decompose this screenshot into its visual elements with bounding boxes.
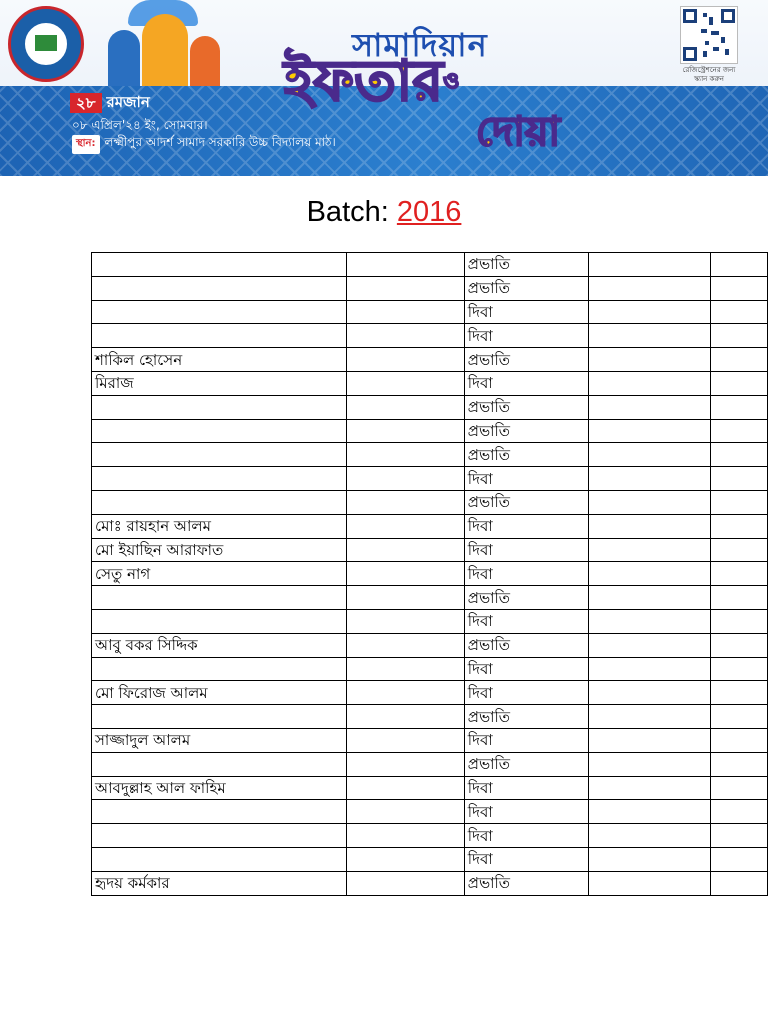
blank-cell [710, 348, 767, 372]
batch-roster-table [91, 252, 768, 896]
shift-cell: দিবা [464, 609, 588, 633]
shift-cell: দিবা [464, 324, 588, 348]
blank-cell [710, 728, 767, 752]
shift-cell: প্রভাতি [464, 348, 588, 372]
blank-cell [710, 253, 767, 277]
name-cell [92, 657, 347, 681]
event-date: ০৮ এপ্রিল'২৪ ইং, সোমবার। [72, 118, 208, 132]
shift-cell: দিবা [464, 847, 588, 871]
name-cell [92, 419, 347, 443]
table-row [92, 871, 768, 895]
blank-cell [710, 824, 767, 848]
name-cell: শাকিল হোসেন [92, 348, 347, 372]
table-row [92, 633, 768, 657]
registration-qr[interactable] [662, 6, 756, 86]
name-cell: আবদুল্লাহ আল ফাহিম [92, 776, 347, 800]
blank-cell [710, 752, 767, 776]
blank-cell [710, 871, 767, 895]
blank-cell [346, 728, 464, 752]
blank-cell [588, 681, 710, 705]
name-cell [92, 443, 347, 467]
table-row [92, 847, 768, 871]
banner-title-iftar [284, 49, 460, 114]
shift-cell: দিবা [464, 657, 588, 681]
qr-label-line2: স্ক্যান করুন [694, 75, 724, 83]
blank-cell [710, 609, 767, 633]
banner-title-doa: দোয়া [476, 109, 561, 155]
table-row [92, 562, 768, 586]
blank-cell [710, 371, 767, 395]
blank-cell [588, 657, 710, 681]
qr-label-line1: রেজিস্ট্রেশনের জন্য [682, 66, 736, 74]
event-banner [0, 0, 768, 176]
table-row [92, 324, 768, 348]
blank-cell [346, 300, 464, 324]
blank-cell [588, 609, 710, 633]
name-cell [92, 586, 347, 610]
blank-cell [346, 253, 464, 277]
blank-cell [346, 562, 464, 586]
name-cell [92, 847, 347, 871]
blank-cell [588, 300, 710, 324]
school-logo-icon [8, 6, 84, 82]
shift-cell: দিবা [464, 776, 588, 800]
name-cell: মোঃ রায়হান আলম [92, 514, 347, 538]
blank-cell [346, 681, 464, 705]
blank-cell [710, 657, 767, 681]
shift-cell: প্রভাতি [464, 276, 588, 300]
table-row [92, 395, 768, 419]
blank-cell [710, 538, 767, 562]
blank-cell [346, 324, 464, 348]
blank-cell [588, 371, 710, 395]
blank-cell [588, 276, 710, 300]
blank-cell [588, 324, 710, 348]
blank-cell [710, 681, 767, 705]
shift-cell: প্রভাতি [464, 443, 588, 467]
blank-cell [588, 514, 710, 538]
shift-cell: দিবা [464, 728, 588, 752]
shift-cell: দিবা [464, 538, 588, 562]
blank-cell [588, 253, 710, 277]
name-cell [92, 395, 347, 419]
blank-cell [588, 562, 710, 586]
ramadan-day [70, 93, 150, 113]
table-row [92, 705, 768, 729]
blank-cell [588, 728, 710, 752]
shift-cell: দিবা [464, 467, 588, 491]
blank-cell [588, 348, 710, 372]
blank-cell [346, 348, 464, 372]
blank-cell [588, 538, 710, 562]
banner-title-conj: ও [443, 69, 460, 94]
blank-cell [346, 276, 464, 300]
blank-cell [346, 847, 464, 871]
table-row [92, 776, 768, 800]
blank-cell [710, 467, 767, 491]
name-cell [92, 824, 347, 848]
name-cell [92, 300, 347, 324]
name-cell [92, 609, 347, 633]
table-row [92, 467, 768, 491]
roster-body [92, 253, 768, 896]
blank-cell [710, 490, 767, 514]
blank-cell [346, 752, 464, 776]
blank-cell [710, 586, 767, 610]
table-row [92, 371, 768, 395]
blank-cell [346, 538, 464, 562]
venue-text: লক্ষ্মীপুর আদর্শ সামাদ সরকারি উচ্চ বিদ্যালয় মাঠ। [104, 135, 336, 149]
blank-cell [588, 800, 710, 824]
name-cell [92, 705, 347, 729]
table-row [92, 300, 768, 324]
shift-cell: প্রভাতি [464, 490, 588, 514]
table-row [92, 276, 768, 300]
table-row [92, 824, 768, 848]
blank-cell [710, 300, 767, 324]
venue-tag: স্থান: [72, 135, 100, 154]
name-cell [92, 490, 347, 514]
table-row [92, 419, 768, 443]
batch-year: 2016 [396, 196, 462, 228]
blank-cell [588, 419, 710, 443]
table-row [92, 348, 768, 372]
shift-cell: দিবা [464, 300, 588, 324]
name-cell [92, 253, 347, 277]
batch-label: Batch: [306, 196, 389, 228]
table-row [92, 586, 768, 610]
name-cell: সেতু নাগ [92, 562, 347, 586]
blank-cell [346, 705, 464, 729]
shift-cell: দিবা [464, 681, 588, 705]
name-cell: মিরাজ [92, 371, 347, 395]
banner-title-main: সামাদিয়ান [352, 26, 488, 64]
blank-cell [588, 467, 710, 491]
blank-cell [346, 419, 464, 443]
blank-cell [346, 800, 464, 824]
blank-cell [710, 419, 767, 443]
blank-cell [710, 395, 767, 419]
shift-cell: দিবা [464, 562, 588, 586]
table-row [92, 490, 768, 514]
blank-cell [346, 871, 464, 895]
shift-cell: প্রভাতি [464, 705, 588, 729]
table-row [92, 657, 768, 681]
ramadan-word: রমজান [106, 92, 150, 111]
blank-cell [710, 514, 767, 538]
table-row [92, 681, 768, 705]
blank-cell [346, 657, 464, 681]
shift-cell: প্রভাতি [464, 395, 588, 419]
shift-cell: প্রভাতি [464, 419, 588, 443]
table-row [92, 538, 768, 562]
shift-cell: দিবা [464, 514, 588, 538]
blank-cell [710, 633, 767, 657]
shift-cell: প্রভাতি [464, 633, 588, 657]
name-cell [92, 800, 347, 824]
blank-cell [346, 824, 464, 848]
name-cell: আবু বকর সিদ্দিক [92, 633, 347, 657]
shift-cell: দিবা [464, 824, 588, 848]
blank-cell [346, 514, 464, 538]
blank-cell [346, 586, 464, 610]
banner-title-iftar-word: ইফতার [284, 49, 444, 114]
blank-cell [346, 490, 464, 514]
shift-cell: প্রভাতি [464, 871, 588, 895]
table-row [92, 253, 768, 277]
blank-cell [588, 824, 710, 848]
blank-cell [588, 871, 710, 895]
table-row [92, 514, 768, 538]
blank-cell [710, 276, 767, 300]
blank-cell [588, 705, 710, 729]
name-cell [92, 324, 347, 348]
shift-cell: দিবা [464, 371, 588, 395]
shift-cell: প্রভাতি [464, 586, 588, 610]
blank-cell [710, 443, 767, 467]
blank-cell [346, 443, 464, 467]
mosque-illustration-icon [98, 0, 228, 86]
blank-cell [588, 776, 710, 800]
blank-cell [588, 395, 710, 419]
blank-cell [588, 490, 710, 514]
table-row [92, 752, 768, 776]
blank-cell [346, 633, 464, 657]
blank-cell [710, 562, 767, 586]
event-venue [72, 134, 336, 154]
batch-heading [0, 196, 768, 229]
name-cell: মো ইয়াছিন আরাফাত [92, 538, 347, 562]
name-cell [92, 752, 347, 776]
blank-cell [710, 776, 767, 800]
blank-cell [588, 847, 710, 871]
name-cell: মো ফিরোজ আলম [92, 681, 347, 705]
blank-cell [710, 800, 767, 824]
shift-cell: প্রভাতি [464, 253, 588, 277]
blank-cell [588, 752, 710, 776]
qr-code-icon[interactable] [680, 6, 738, 64]
name-cell [92, 276, 347, 300]
qr-label [662, 66, 756, 84]
blank-cell [588, 586, 710, 610]
shift-cell: দিবা [464, 800, 588, 824]
blank-cell [346, 467, 464, 491]
ramadan-number-badge: ২৮ [70, 93, 102, 113]
table-row [92, 728, 768, 752]
blank-cell [710, 705, 767, 729]
blank-cell [346, 776, 464, 800]
blank-cell [346, 395, 464, 419]
name-cell [92, 467, 347, 491]
name-cell: হৃদয় কর্মকার [92, 871, 347, 895]
blank-cell [588, 633, 710, 657]
blank-cell [588, 443, 710, 467]
shift-cell: প্রভাতি [464, 752, 588, 776]
blank-cell [346, 609, 464, 633]
table-row [92, 800, 768, 824]
blank-cell [710, 847, 767, 871]
blank-cell [346, 371, 464, 395]
name-cell: সাজ্জাদুল আলম [92, 728, 347, 752]
table-row [92, 609, 768, 633]
table-row [92, 443, 768, 467]
blank-cell [710, 324, 767, 348]
